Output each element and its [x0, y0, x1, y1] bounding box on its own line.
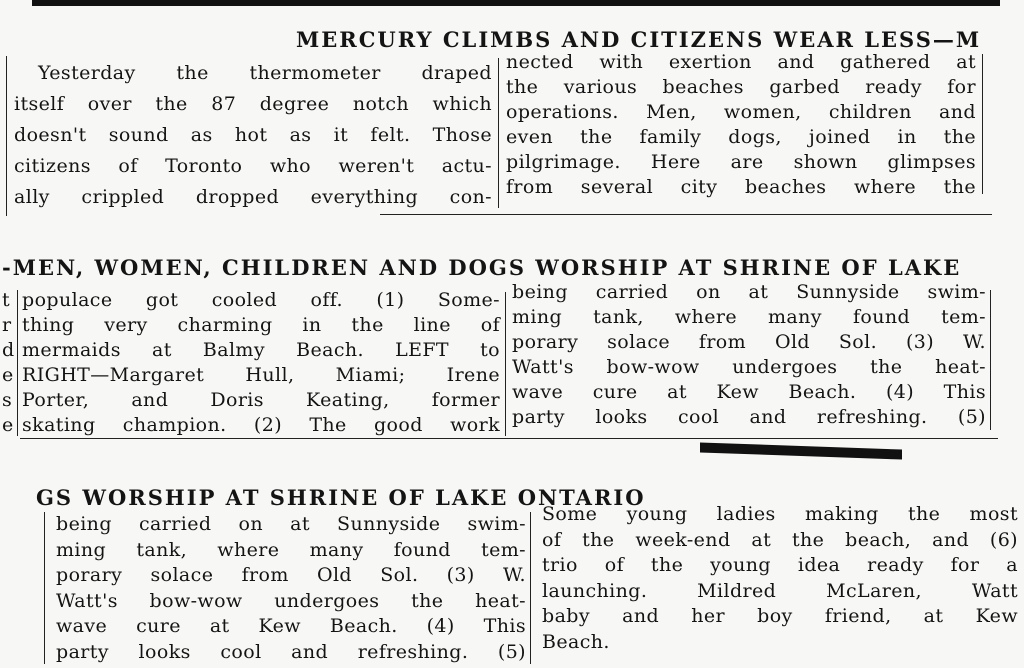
text-line: trio of the young idea ready for a [542, 554, 1018, 576]
text-line: the various beaches garbed ready for [506, 76, 976, 98]
clipping2-edge-divider [17, 290, 18, 436]
text-line: Some young ladies making the most [542, 503, 1018, 525]
clipping3-column-divider [530, 512, 531, 664]
edge-fragment: d [2, 339, 15, 361]
clipping1-left-column [14, 58, 492, 213]
text-line: even the family dogs, joined in the [506, 126, 976, 148]
clipping3-right-column [542, 502, 1018, 655]
edge-fragment: t [2, 289, 10, 311]
text-line: being carried on at Sunnyside swim- [512, 281, 986, 303]
text-line: mermaids at Balmy Beach. LEFT to [22, 339, 500, 361]
edge-fragment: e [2, 414, 14, 436]
clipping2-headline: -MEN, WOMEN, CHILDREN AND DOGS WORSHIP AT SHRINE OF LAKE [2, 255, 962, 280]
text-line: baby and her boy friend, at Kew [542, 605, 1018, 627]
clipping2-edge-fragments [2, 288, 15, 438]
torn-edge-mark [700, 442, 902, 459]
text-line: ming tank, where many found tem- [512, 306, 986, 328]
edge-fragment: s [2, 389, 12, 411]
clipping2-right-column [512, 280, 986, 430]
text-line: thing very charming in the line of [22, 314, 500, 336]
text-line: pilgrimage. Here are shown glimpses [506, 151, 976, 173]
clipping1-left-border [6, 56, 7, 216]
clipping2-column-divider [505, 292, 506, 436]
clipping2-right-border [990, 290, 991, 430]
text-line: RIGHT—Margaret Hull, Miami; Irene [22, 364, 500, 386]
clipping1-right-column [506, 50, 976, 200]
edge-fragment: e [2, 364, 14, 386]
edge-fragment: r [2, 314, 12, 336]
clipping2-bottom-rule [20, 438, 998, 439]
clipping3-left-column [56, 512, 526, 665]
text-line: Porter, and Doris Keating, former [22, 389, 500, 411]
text-line: ming tank, where many found tem- [56, 538, 526, 561]
text-line: citizens of Toronto who weren't actu- [14, 155, 492, 177]
top-edge-bar [32, 0, 1000, 6]
text-line: of the week-end at the beach, and (6) [542, 528, 1018, 551]
text-line: party looks cool and refreshing. (5) [56, 640, 526, 663]
text-line: porary solace from Old Sol. (3) W. [56, 564, 526, 586]
text-line: operations. Men, women, children and [506, 101, 976, 123]
text-line: from several city beaches where the [506, 176, 976, 198]
clipping2-left-column [22, 288, 500, 438]
clipping1-headline: MERCURY CLIMBS AND CITIZENS WEAR LESS—M [296, 27, 982, 52]
text-line: being carried on at Sunnyside swim- [56, 513, 526, 535]
text-line: Watt's bow-wow undergoes the heat- [512, 356, 986, 378]
clipping3-headline: GS WORSHIP AT SHRINE OF LAKE ONTARIO [36, 485, 646, 510]
text-line: porary solace from Old Sol. (3) W. [512, 331, 986, 353]
text-line: Yesterday the thermometer draped [38, 62, 492, 84]
text-line: Watt's bow-wow undergoes the heat- [56, 589, 526, 612]
clipping1-right-border [982, 54, 983, 194]
text-line: itself over the 87 degree notch which [14, 93, 492, 115]
text-line: skating champion. (2) The good work [22, 414, 500, 436]
clipping3-left-border [44, 512, 45, 664]
text-line: doesn't sound as hot as it felt. Those [14, 124, 492, 146]
text-line: wave cure at Kew Beach. (4) This [512, 381, 986, 403]
text-line: wave cure at Kew Beach. (4) This [56, 615, 526, 637]
text-line: Beach. [542, 630, 610, 653]
clipping1-column-divider [498, 58, 499, 208]
text-line: ally crippled dropped everything con- [14, 186, 492, 208]
text-line: party looks cool and refreshing. (5) [512, 406, 986, 428]
text-line: launching. Mildred McLaren, Watt [542, 579, 1018, 602]
text-line: nected with exertion and gathered at [506, 51, 976, 73]
text-line: populace got cooled off. (1) Some- [22, 289, 500, 311]
clipping1-bottom-rule [380, 214, 992, 215]
